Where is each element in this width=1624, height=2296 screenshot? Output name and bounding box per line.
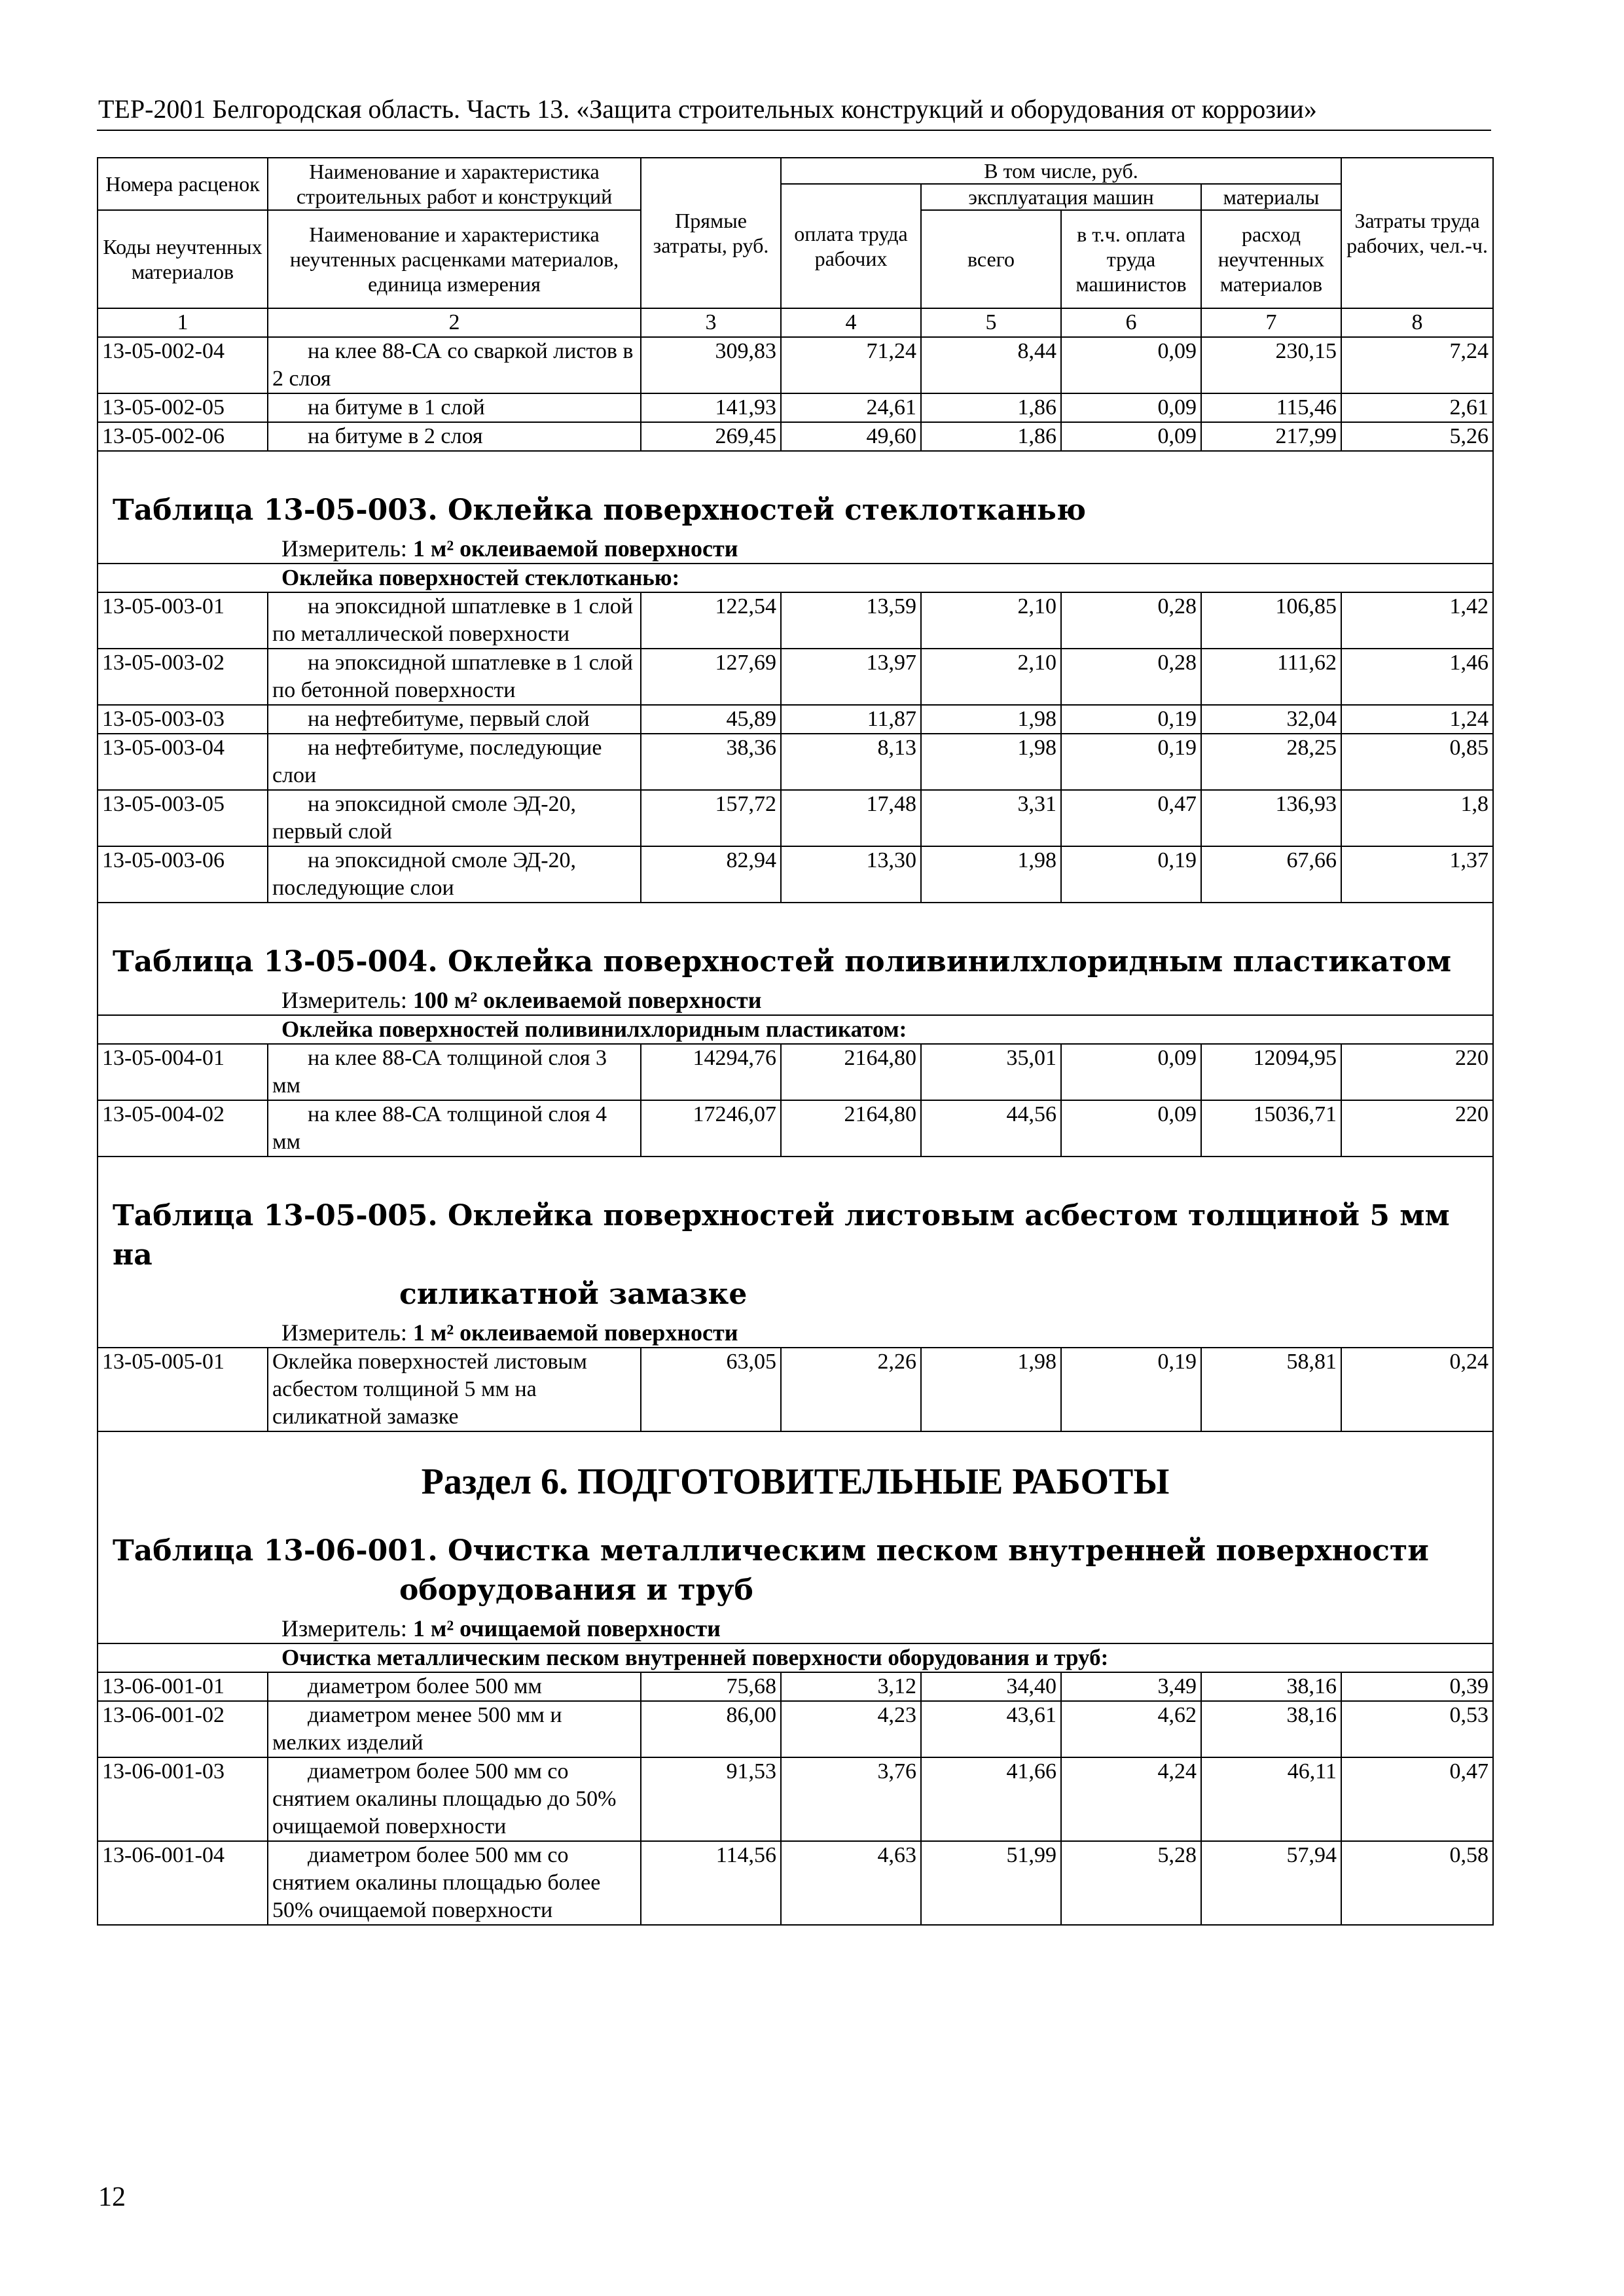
col-number: 6 xyxy=(1061,308,1201,337)
worker-pay: 2,26 xyxy=(781,1348,921,1431)
work-name: на клее 88-СА толщиной слоя 3 мм xyxy=(268,1044,641,1100)
col-header-materials: материалы xyxy=(1201,184,1341,210)
worker-pay: 2164,80 xyxy=(781,1100,921,1157)
col-header-unaccounted-materials: расход неучтенных материалов xyxy=(1201,210,1341,308)
measure-13-05-005 xyxy=(98,1314,1493,1348)
machine-total: 2,10 xyxy=(921,649,1061,705)
machinist-pay: 0,28 xyxy=(1061,592,1201,649)
rows-13-05-005 xyxy=(98,1348,1493,1431)
labor-hours: 2,61 xyxy=(1341,393,1493,422)
work-name: на эпоксидной шпатлевке в 1 слой по металлической поверхности xyxy=(268,592,641,649)
col-number: 3 xyxy=(641,308,781,337)
labor-hours: 1,8 xyxy=(1341,790,1493,846)
table-row xyxy=(98,393,1493,422)
machine-total: 44,56 xyxy=(921,1100,1061,1157)
machine-total: 1,86 xyxy=(921,393,1061,422)
col-header-machinist-pay: в т.ч. оплата труда машинистов xyxy=(1061,210,1201,308)
machinist-pay: 3,49 xyxy=(1061,1672,1201,1701)
rate-code: 13-05-002-06 xyxy=(98,422,268,451)
labor-hours: 1,24 xyxy=(1341,705,1493,734)
rate-code: 13-05-003-01 xyxy=(98,592,268,649)
direct-costs: 82,94 xyxy=(641,846,781,903)
table-row xyxy=(98,790,1493,846)
worker-pay: 2164,80 xyxy=(781,1044,921,1100)
worker-pay: 17,48 xyxy=(781,790,921,846)
machinist-pay: 0,09 xyxy=(1061,1044,1201,1100)
direct-costs: 114,56 xyxy=(641,1841,781,1925)
machinist-pay: 0,19 xyxy=(1061,846,1201,903)
table-title-13-06-001 xyxy=(98,1532,1493,1610)
work-name: диаметром более 500 мм со снятием окалины площадью до 50% очищаемой поверхности xyxy=(268,1757,641,1841)
table-row xyxy=(98,1841,1493,1925)
rows-13-05-004 xyxy=(98,1044,1493,1157)
worker-pay: 13,30 xyxy=(781,846,921,903)
rate-code: 13-05-003-05 xyxy=(98,790,268,846)
labor-hours: 0,58 xyxy=(1341,1841,1493,1925)
materials-cost: 46,11 xyxy=(1201,1757,1341,1841)
rate-code: 13-05-005-01 xyxy=(98,1348,268,1431)
machinist-pay: 4,62 xyxy=(1061,1701,1201,1757)
rate-code: 13-05-004-01 xyxy=(98,1044,268,1100)
table-row xyxy=(98,592,1493,649)
materials-cost: 106,85 xyxy=(1201,592,1341,649)
rate-code: 13-05-003-06 xyxy=(98,846,268,903)
direct-costs: 269,45 xyxy=(641,422,781,451)
table-row xyxy=(98,1100,1493,1157)
machinist-pay: 0,19 xyxy=(1061,705,1201,734)
rate-code: 13-05-004-02 xyxy=(98,1100,268,1157)
worker-pay: 13,59 xyxy=(781,592,921,649)
table-row xyxy=(98,1672,1493,1701)
title-line-2: силикатной замазке xyxy=(399,1278,748,1311)
col-header-labor-costs: Затраты труда рабочих, чел.-ч. xyxy=(1341,158,1493,308)
measure-value: 1 м² оклеиваемой поверхности xyxy=(412,535,738,562)
direct-costs: 141,93 xyxy=(641,393,781,422)
machinist-pay: 0,28 xyxy=(1061,649,1201,705)
machine-total: 41,66 xyxy=(921,1757,1061,1841)
worker-pay: 4,63 xyxy=(781,1841,921,1925)
rate-code: 13-05-002-04 xyxy=(98,337,268,393)
work-name: диаметром менее 500 мм и мелких изделий xyxy=(268,1701,641,1757)
col-number: 2 xyxy=(268,308,641,337)
table-row xyxy=(98,734,1493,790)
table-row xyxy=(98,1044,1493,1100)
machine-total: 2,10 xyxy=(921,592,1061,649)
worker-pay: 4,23 xyxy=(781,1701,921,1757)
direct-costs: 91,53 xyxy=(641,1757,781,1841)
machinist-pay: 4,24 xyxy=(1061,1757,1201,1841)
rows-13-05-002 xyxy=(98,337,1493,451)
table-row xyxy=(98,1701,1493,1757)
measure-13-05-003 xyxy=(98,530,1493,564)
direct-costs: 86,00 xyxy=(641,1701,781,1757)
machinist-pay: 0,19 xyxy=(1061,734,1201,790)
col-header-including: В том числе, руб. xyxy=(781,158,1341,184)
rate-code: 13-06-001-01 xyxy=(98,1672,268,1701)
machine-total: 1,98 xyxy=(921,705,1061,734)
work-name: на битуме в 1 слой xyxy=(268,393,641,422)
page-number: 12 xyxy=(98,2182,126,2212)
materials-cost: 38,16 xyxy=(1201,1701,1341,1757)
materials-cost: 111,62 xyxy=(1201,649,1341,705)
worker-pay: 13,97 xyxy=(781,649,921,705)
direct-costs: 122,54 xyxy=(641,592,781,649)
materials-cost: 67,66 xyxy=(1201,846,1341,903)
col-header-worker-pay: оплата труда рабочих xyxy=(781,184,921,308)
group-13-05-003: Оклейка поверхностей стеклотканью: xyxy=(98,564,1493,592)
title-line-1: Таблица 13-05-005. Оклейка поверхностей листовым асбестом толщиной 5 мм на xyxy=(113,1199,1450,1272)
machine-total: 34,40 xyxy=(921,1672,1061,1701)
running-header: ТЕР-2001 Белгородская область. Часть 13. «Защита строительных конструкций и оборудования от коррозии» xyxy=(98,94,1317,124)
labor-hours: 1,37 xyxy=(1341,846,1493,903)
machinist-pay: 0,19 xyxy=(1061,1348,1201,1431)
worker-pay: 3,12 xyxy=(781,1672,921,1701)
measure-label: Измеритель: xyxy=(281,1319,407,1346)
labor-hours: 0,53 xyxy=(1341,1701,1493,1757)
worker-pay: 3,76 xyxy=(781,1757,921,1841)
col-header-direct-costs: Прямые затраты, руб. xyxy=(641,158,781,308)
materials-cost: 217,99 xyxy=(1201,422,1341,451)
rows-13-05-003 xyxy=(98,592,1493,903)
worker-pay: 24,61 xyxy=(781,393,921,422)
measure-label: Измеритель: xyxy=(281,1615,407,1641)
rate-code: 13-06-001-04 xyxy=(98,1841,268,1925)
rate-code: 13-06-001-03 xyxy=(98,1757,268,1841)
table-row xyxy=(98,337,1493,393)
materials-cost: 230,15 xyxy=(1201,337,1341,393)
work-name: на эпоксидной смоле ЭД-20, последующие слои xyxy=(268,846,641,903)
table-row xyxy=(98,846,1493,903)
work-name: на эпоксидной смоле ЭД-20, первый слой xyxy=(268,790,641,846)
machine-total: 3,31 xyxy=(921,790,1061,846)
materials-cost: 12094,95 xyxy=(1201,1044,1341,1100)
col-number: 4 xyxy=(781,308,921,337)
direct-costs: 63,05 xyxy=(641,1348,781,1431)
machinist-pay: 0,47 xyxy=(1061,790,1201,846)
measure-value: 100 м² оклеиваемой поверхности xyxy=(412,987,762,1013)
rate-code: 13-05-002-05 xyxy=(98,393,268,422)
col-header-material-names: Наименование и характеристика неучтенных расценками материалов, единица измерения xyxy=(268,210,641,308)
labor-hours: 5,26 xyxy=(1341,422,1493,451)
col-header-rate-numbers: Номера расценок xyxy=(98,158,268,210)
measure-value: 1 м² оклеиваемой поверхности xyxy=(412,1319,738,1346)
work-name: на клее 88-СА толщиной слоя 4 мм xyxy=(268,1100,641,1157)
machinist-pay: 5,28 xyxy=(1061,1841,1201,1925)
measure-13-06-001 xyxy=(98,1610,1493,1643)
worker-pay: 11,87 xyxy=(781,705,921,734)
title-line-1: Таблица 13-06-001. Очистка металлическим песком внутренней поверхности xyxy=(113,1534,1429,1568)
machinist-pay: 0,09 xyxy=(1061,422,1201,451)
labor-hours: 0,24 xyxy=(1341,1348,1493,1431)
materials-cost: 38,16 xyxy=(1201,1672,1341,1701)
section-heading: Раздел 6. ПОДГОТОВИТЕЛЬНЫЕ РАБОТЫ xyxy=(98,1431,1493,1532)
machine-total: 51,99 xyxy=(921,1841,1061,1925)
rate-code: 13-05-003-02 xyxy=(98,649,268,705)
machine-total: 1,98 xyxy=(921,734,1061,790)
col-header-machine-operation: эксплуатация машин xyxy=(921,184,1201,210)
measure-value: 1 м² очищаемой поверхности xyxy=(412,1615,721,1641)
work-name: на нефтебитуме, первый слой xyxy=(268,705,641,734)
spacer xyxy=(98,451,1493,491)
table-row xyxy=(98,705,1493,734)
header-rule xyxy=(97,130,1491,131)
labor-hours: 0,85 xyxy=(1341,734,1493,790)
machine-total: 1,86 xyxy=(921,422,1061,451)
table-title-13-05-004: Таблица 13-05-004. Оклейка поверхностей поливинилхлоридным пластикатом xyxy=(98,942,1493,982)
labor-hours: 1,46 xyxy=(1341,649,1493,705)
table-row xyxy=(98,1757,1493,1841)
machine-total: 1,98 xyxy=(921,846,1061,903)
direct-costs: 38,36 xyxy=(641,734,781,790)
machinist-pay: 0,09 xyxy=(1061,1100,1201,1157)
col-header-work-name: Наименование и характеристика строительных работ и конструкций xyxy=(268,158,641,210)
machine-total: 8,44 xyxy=(921,337,1061,393)
labor-hours: 1,42 xyxy=(1341,592,1493,649)
spacer xyxy=(98,903,1493,942)
spacer xyxy=(98,1157,1493,1196)
rate-code: 13-05-003-04 xyxy=(98,734,268,790)
work-name: диаметром более 500 мм со снятием окалины площадью более 50% очищаемой поверхности xyxy=(268,1841,641,1925)
labor-hours: 0,47 xyxy=(1341,1757,1493,1841)
direct-costs: 127,69 xyxy=(641,649,781,705)
table-row xyxy=(98,649,1493,705)
table-row xyxy=(98,1348,1493,1431)
rows-13-06-001 xyxy=(98,1672,1493,1925)
direct-costs: 157,72 xyxy=(641,790,781,846)
machine-total: 43,61 xyxy=(921,1701,1061,1757)
col-number: 7 xyxy=(1201,308,1341,337)
direct-costs: 309,83 xyxy=(641,337,781,393)
col-number: 1 xyxy=(98,308,268,337)
work-name: на битуме в 2 слоя xyxy=(268,422,641,451)
materials-cost: 15036,71 xyxy=(1201,1100,1341,1157)
direct-costs: 45,89 xyxy=(641,705,781,734)
machine-total: 35,01 xyxy=(921,1044,1061,1100)
labor-hours: 220 xyxy=(1341,1044,1493,1100)
rate-code: 13-05-003-03 xyxy=(98,705,268,734)
materials-cost: 28,25 xyxy=(1201,734,1341,790)
table-title-13-05-005 xyxy=(98,1196,1493,1314)
work-name: на клее 88-СА со сваркой листов в 2 слоя xyxy=(268,337,641,393)
materials-cost: 115,46 xyxy=(1201,393,1341,422)
machinist-pay: 0,09 xyxy=(1061,337,1201,393)
column-numbers-row xyxy=(98,308,1493,337)
materials-cost: 58,81 xyxy=(1201,1348,1341,1431)
table-title-13-05-003: Таблица 13-05-003. Оклейка поверхностей стеклотканью xyxy=(98,491,1493,530)
direct-costs: 14294,76 xyxy=(641,1044,781,1100)
rate-code: 13-06-001-02 xyxy=(98,1701,268,1757)
col-header-machine-total: всего xyxy=(921,210,1061,308)
col-number: 8 xyxy=(1341,308,1493,337)
price-table xyxy=(97,157,1494,1926)
machine-total: 1,98 xyxy=(921,1348,1061,1431)
work-name: на эпоксидной шпатлевке в 1 слой по бетонной поверхности xyxy=(268,649,641,705)
materials-cost: 136,93 xyxy=(1201,790,1341,846)
title-line-2: оборудования и труб xyxy=(399,1573,753,1607)
direct-costs: 75,68 xyxy=(641,1672,781,1701)
labor-hours: 7,24 xyxy=(1341,337,1493,393)
measure-label: Измеритель: xyxy=(281,535,407,562)
labor-hours: 220 xyxy=(1341,1100,1493,1157)
measure-label: Измеритель: xyxy=(281,987,407,1013)
measure-13-05-004 xyxy=(98,982,1493,1015)
machinist-pay: 0,09 xyxy=(1061,393,1201,422)
materials-cost: 32,04 xyxy=(1201,705,1341,734)
col-number: 5 xyxy=(921,308,1061,337)
materials-cost: 57,94 xyxy=(1201,1841,1341,1925)
worker-pay: 8,13 xyxy=(781,734,921,790)
worker-pay: 71,24 xyxy=(781,337,921,393)
group-13-05-004: Оклейка поверхностей поливинилхлоридным пластикатом: xyxy=(98,1015,1493,1044)
direct-costs: 17246,07 xyxy=(641,1100,781,1157)
work-name: диаметром более 500 мм xyxy=(268,1672,641,1701)
work-name: Оклейка поверхностей листовым асбестом толщиной 5 мм на силикатной замазке xyxy=(268,1348,641,1431)
col-header-material-codes: Коды неучтенных материалов xyxy=(98,210,268,308)
worker-pay: 49,60 xyxy=(781,422,921,451)
work-name: на нефтебитуме, последующие слои xyxy=(268,734,641,790)
table-row xyxy=(98,422,1493,451)
group-13-06-001: Очистка металлическим песком внутренней поверхности оборудования и труб: xyxy=(98,1643,1493,1672)
labor-hours: 0,39 xyxy=(1341,1672,1493,1701)
